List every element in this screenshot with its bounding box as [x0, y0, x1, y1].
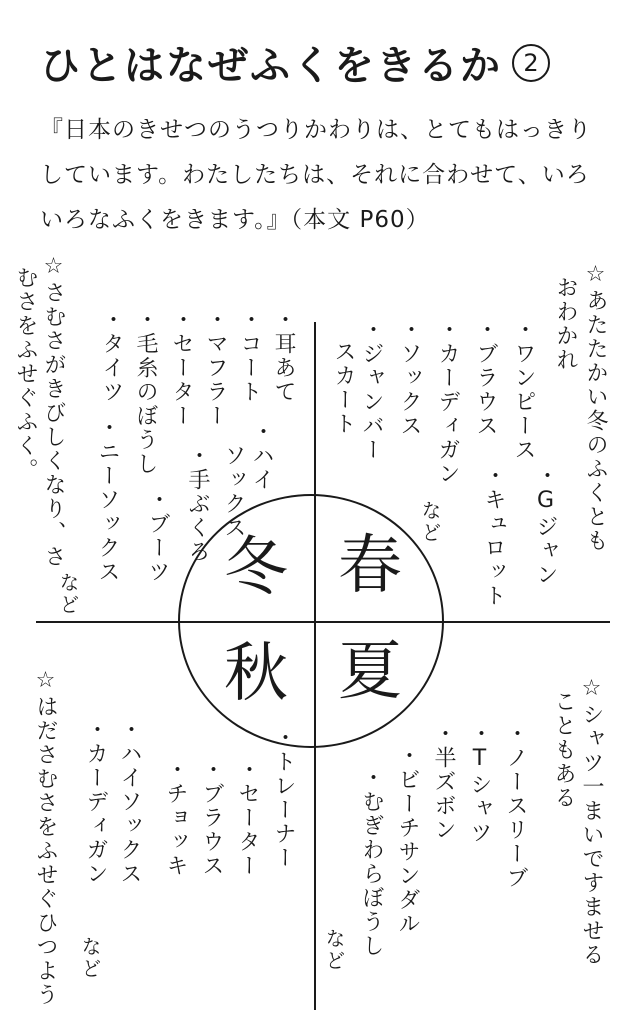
page-title: ひとはなぜふくをきるか: [40, 43, 502, 89]
winter-item: ・耳あて: [271, 308, 296, 404]
summer-heading: ☆シャツ一まいですませる: [579, 676, 604, 967]
winter-item: ・マフラー: [203, 308, 228, 428]
winter-item: ・毛糸のぼうし: [133, 308, 158, 476]
summer-item: ・ノースリーブ: [503, 722, 528, 890]
autumn-item: ・ハイソックス: [117, 718, 142, 886]
season-spring: 春: [338, 529, 402, 603]
winter-more: など: [56, 572, 80, 616]
spring-heading: おわかれ: [553, 276, 578, 372]
season-autumn: 秋: [224, 637, 288, 711]
title-number-badge: 2: [512, 44, 550, 82]
intro-line: いろなふくをきます。』（本文 P60）: [40, 207, 430, 233]
spring-item: ・キュロット: [481, 464, 506, 608]
spring-item: ・カーディガン: [435, 318, 460, 486]
spring-heading: ☆あたたかい冬のふくとも: [583, 262, 608, 553]
autumn-item: ・ブラウス: [199, 758, 224, 878]
spring-item: スカート: [331, 340, 356, 436]
intro-line: しています。わたしたちは、それに合わせて、いろ: [40, 162, 590, 188]
autumn-more: など: [78, 936, 102, 980]
summer-item: ・Tシャツ: [467, 722, 492, 845]
intro-line: 『日本のきせつのうつりかわりは、とてもはっきり: [40, 117, 592, 143]
autumn-item: ・チョッキ: [163, 758, 188, 878]
summer-heading: こともある: [551, 690, 576, 810]
spring-item: ・ジャンバー: [359, 318, 384, 462]
spring-item: ・ソックス: [397, 318, 422, 438]
spring-item: ・ワンピース: [511, 318, 536, 462]
summer-item: ・むぎわらぼうし: [359, 766, 384, 958]
summer-item: ・半ズボン: [431, 722, 456, 842]
season-winter: 冬: [224, 531, 288, 605]
autumn-item: ・セーター: [235, 758, 260, 878]
winter-item: ・タイツ: [99, 308, 124, 404]
spring-item: ・ブラウス: [473, 318, 498, 438]
winter-item: ・ハイ: [249, 420, 274, 492]
season-summer: 夏: [338, 635, 402, 709]
winter-heading: ☆さむさがきびしくなり、さ: [41, 254, 66, 569]
winter-item: ソックス: [221, 444, 246, 540]
winter-item: ・コート: [237, 308, 262, 404]
winter-item: ・手ぶくろ: [185, 444, 210, 564]
summer-item: ・ビーチサンダル: [395, 744, 420, 936]
winter-item: ・ブーツ: [145, 488, 170, 584]
autumn-heading: ☆はださむさをふせぐひつよう: [33, 668, 58, 1007]
title-row: [40, 34, 550, 91]
autumn-item: ・カーディガン: [83, 718, 108, 886]
intro-quote: [40, 108, 600, 243]
spring-item: ・Gジャン: [533, 464, 558, 587]
spring-more: など: [418, 500, 442, 544]
season-circle: [178, 494, 444, 748]
winter-item: ・セーター: [169, 308, 194, 428]
winter-item: ・ニーソックス: [95, 416, 120, 584]
autumn-item: ・トレーナー: [271, 726, 296, 870]
summer-more: など: [322, 928, 346, 972]
winter-heading: むさをふせぐふく。: [13, 266, 38, 482]
